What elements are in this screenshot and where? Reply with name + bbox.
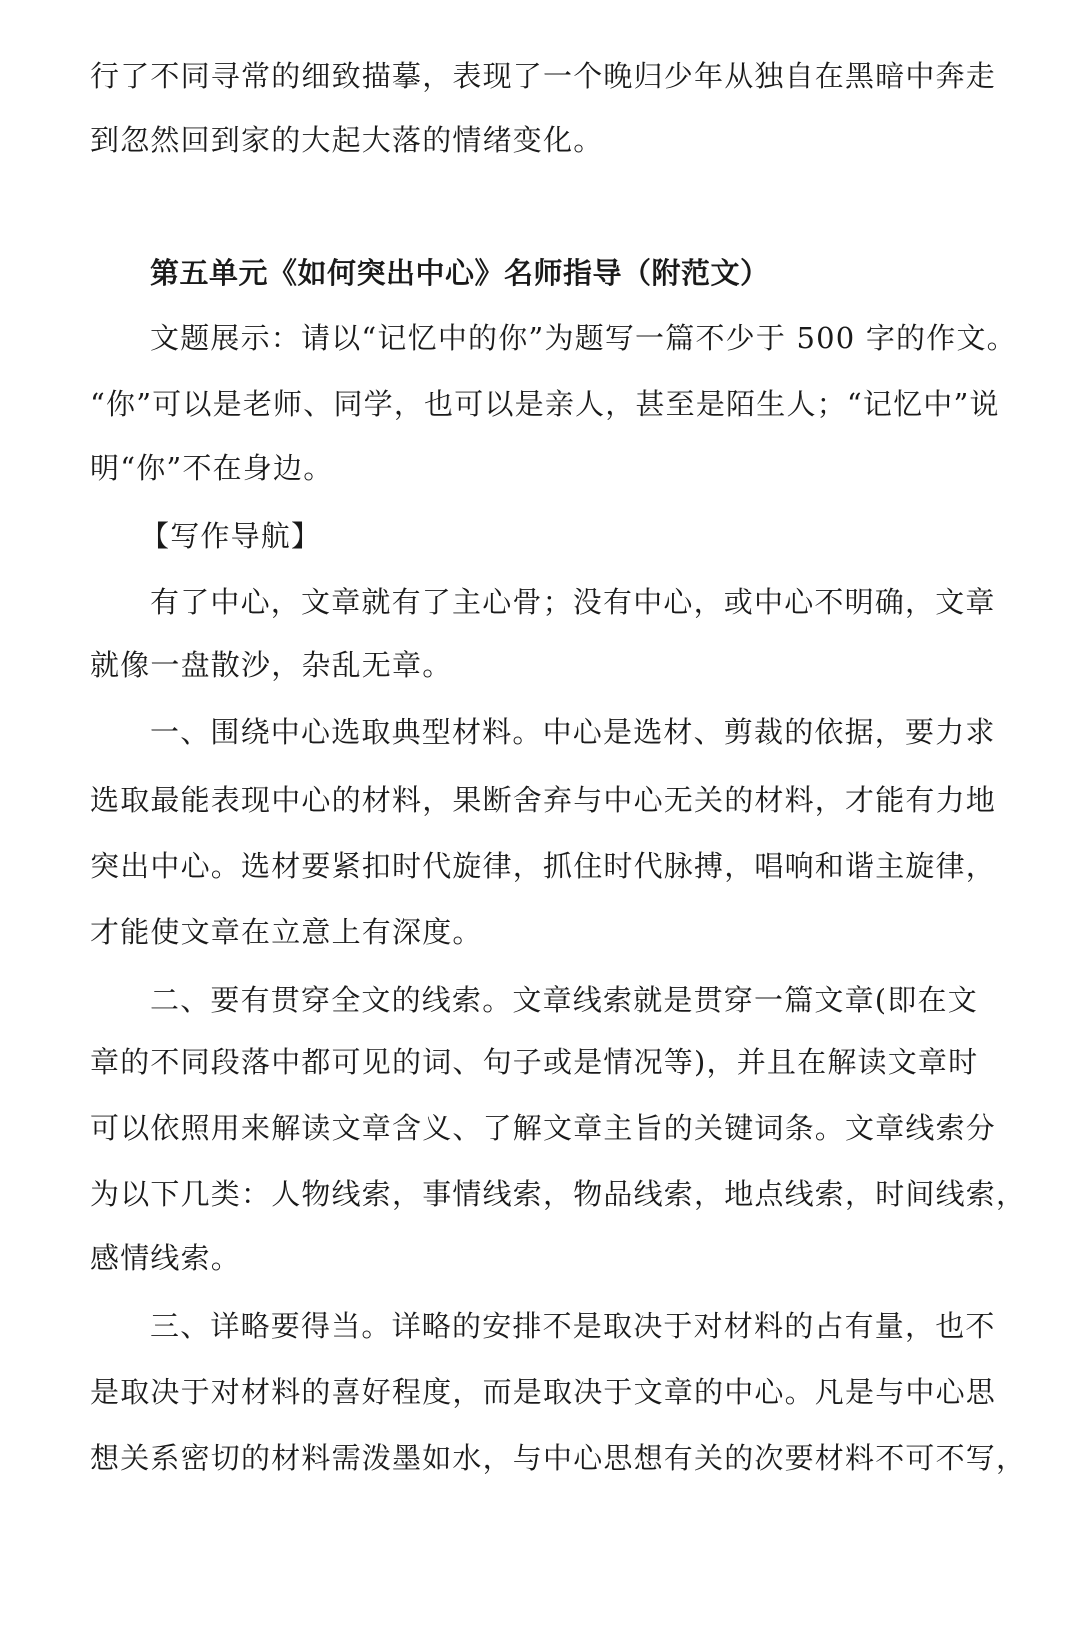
point-two-line-3: 可以依照用来解读文章含义、了解文章主旨的关键词条。文章线索分 <box>90 1111 997 1145</box>
overview-line-2: 就像一盘散沙，杂乱无章。 <box>90 648 453 682</box>
point-two-line-2: 章的不同段落中都可见的词、句子或是情况等)，并且在解读文章时 <box>90 1045 979 1079</box>
prompt-line-3: 明“你”不在身边。 <box>90 451 334 485</box>
point-one-line-4: 才能使文章在立意上有深度。 <box>90 915 483 949</box>
point-one-line-3: 突出中心。选材要紧扣时代旋律，抓住时代脉搏，唱响和谐主旋律， <box>90 849 997 883</box>
point-two-line-5: 感情线索。 <box>90 1241 242 1275</box>
prompt-line-1: 文题展示：请以“记忆中的你”为题写一篇不少于 500 字的作文。 <box>150 321 1017 355</box>
prompt-line-2: “你”可以是老师、同学，也可以是亲人，甚至是陌生人；“记忆中”说 <box>90 387 1000 421</box>
point-three-line-1: 三、详略要得当。详略的安排不是取决于对材料的占有量，也不 <box>150 1309 996 1343</box>
point-three-line-2: 是取决于对材料的喜好程度，而是取决于文章的中心。凡是与中心思 <box>90 1375 997 1409</box>
point-one-line-1: 一、围绕中心选取典型材料。中心是选材、剪裁的依据，要力求 <box>150 715 996 749</box>
writing-guide-subheading: 【写作导航】 <box>140 519 322 553</box>
point-two-line-1: 二、要有贯穿全文的线索。文章线索就是贯穿一篇文章(即在文 <box>150 983 978 1017</box>
point-two-line-4: 为以下几类：人物线索，事情线索，物品线索，地点线索，时间线索， <box>90 1177 1027 1211</box>
point-three-line-3: 想关系密切的材料需泼墨如水，与中心思想有关的次要材料不可不写， <box>90 1441 1027 1475</box>
overview-line-1: 有了中心，文章就有了主心骨；没有中心，或中心不明确，文章 <box>150 585 996 619</box>
intro-line-2: 到忽然回到家的大起大落的情绪变化。 <box>90 123 604 157</box>
intro-line-1: 行了不同寻常的细致描摹，表现了一个晚归少年从独自在黑暗中奔走 <box>90 59 997 93</box>
point-one-line-2: 选取最能表现中心的材料，果断舍弃与中心无关的材料，才能有力地 <box>90 783 997 817</box>
section-heading: 第五单元《如何突出中心》名师指导（附范文） <box>150 256 770 290</box>
